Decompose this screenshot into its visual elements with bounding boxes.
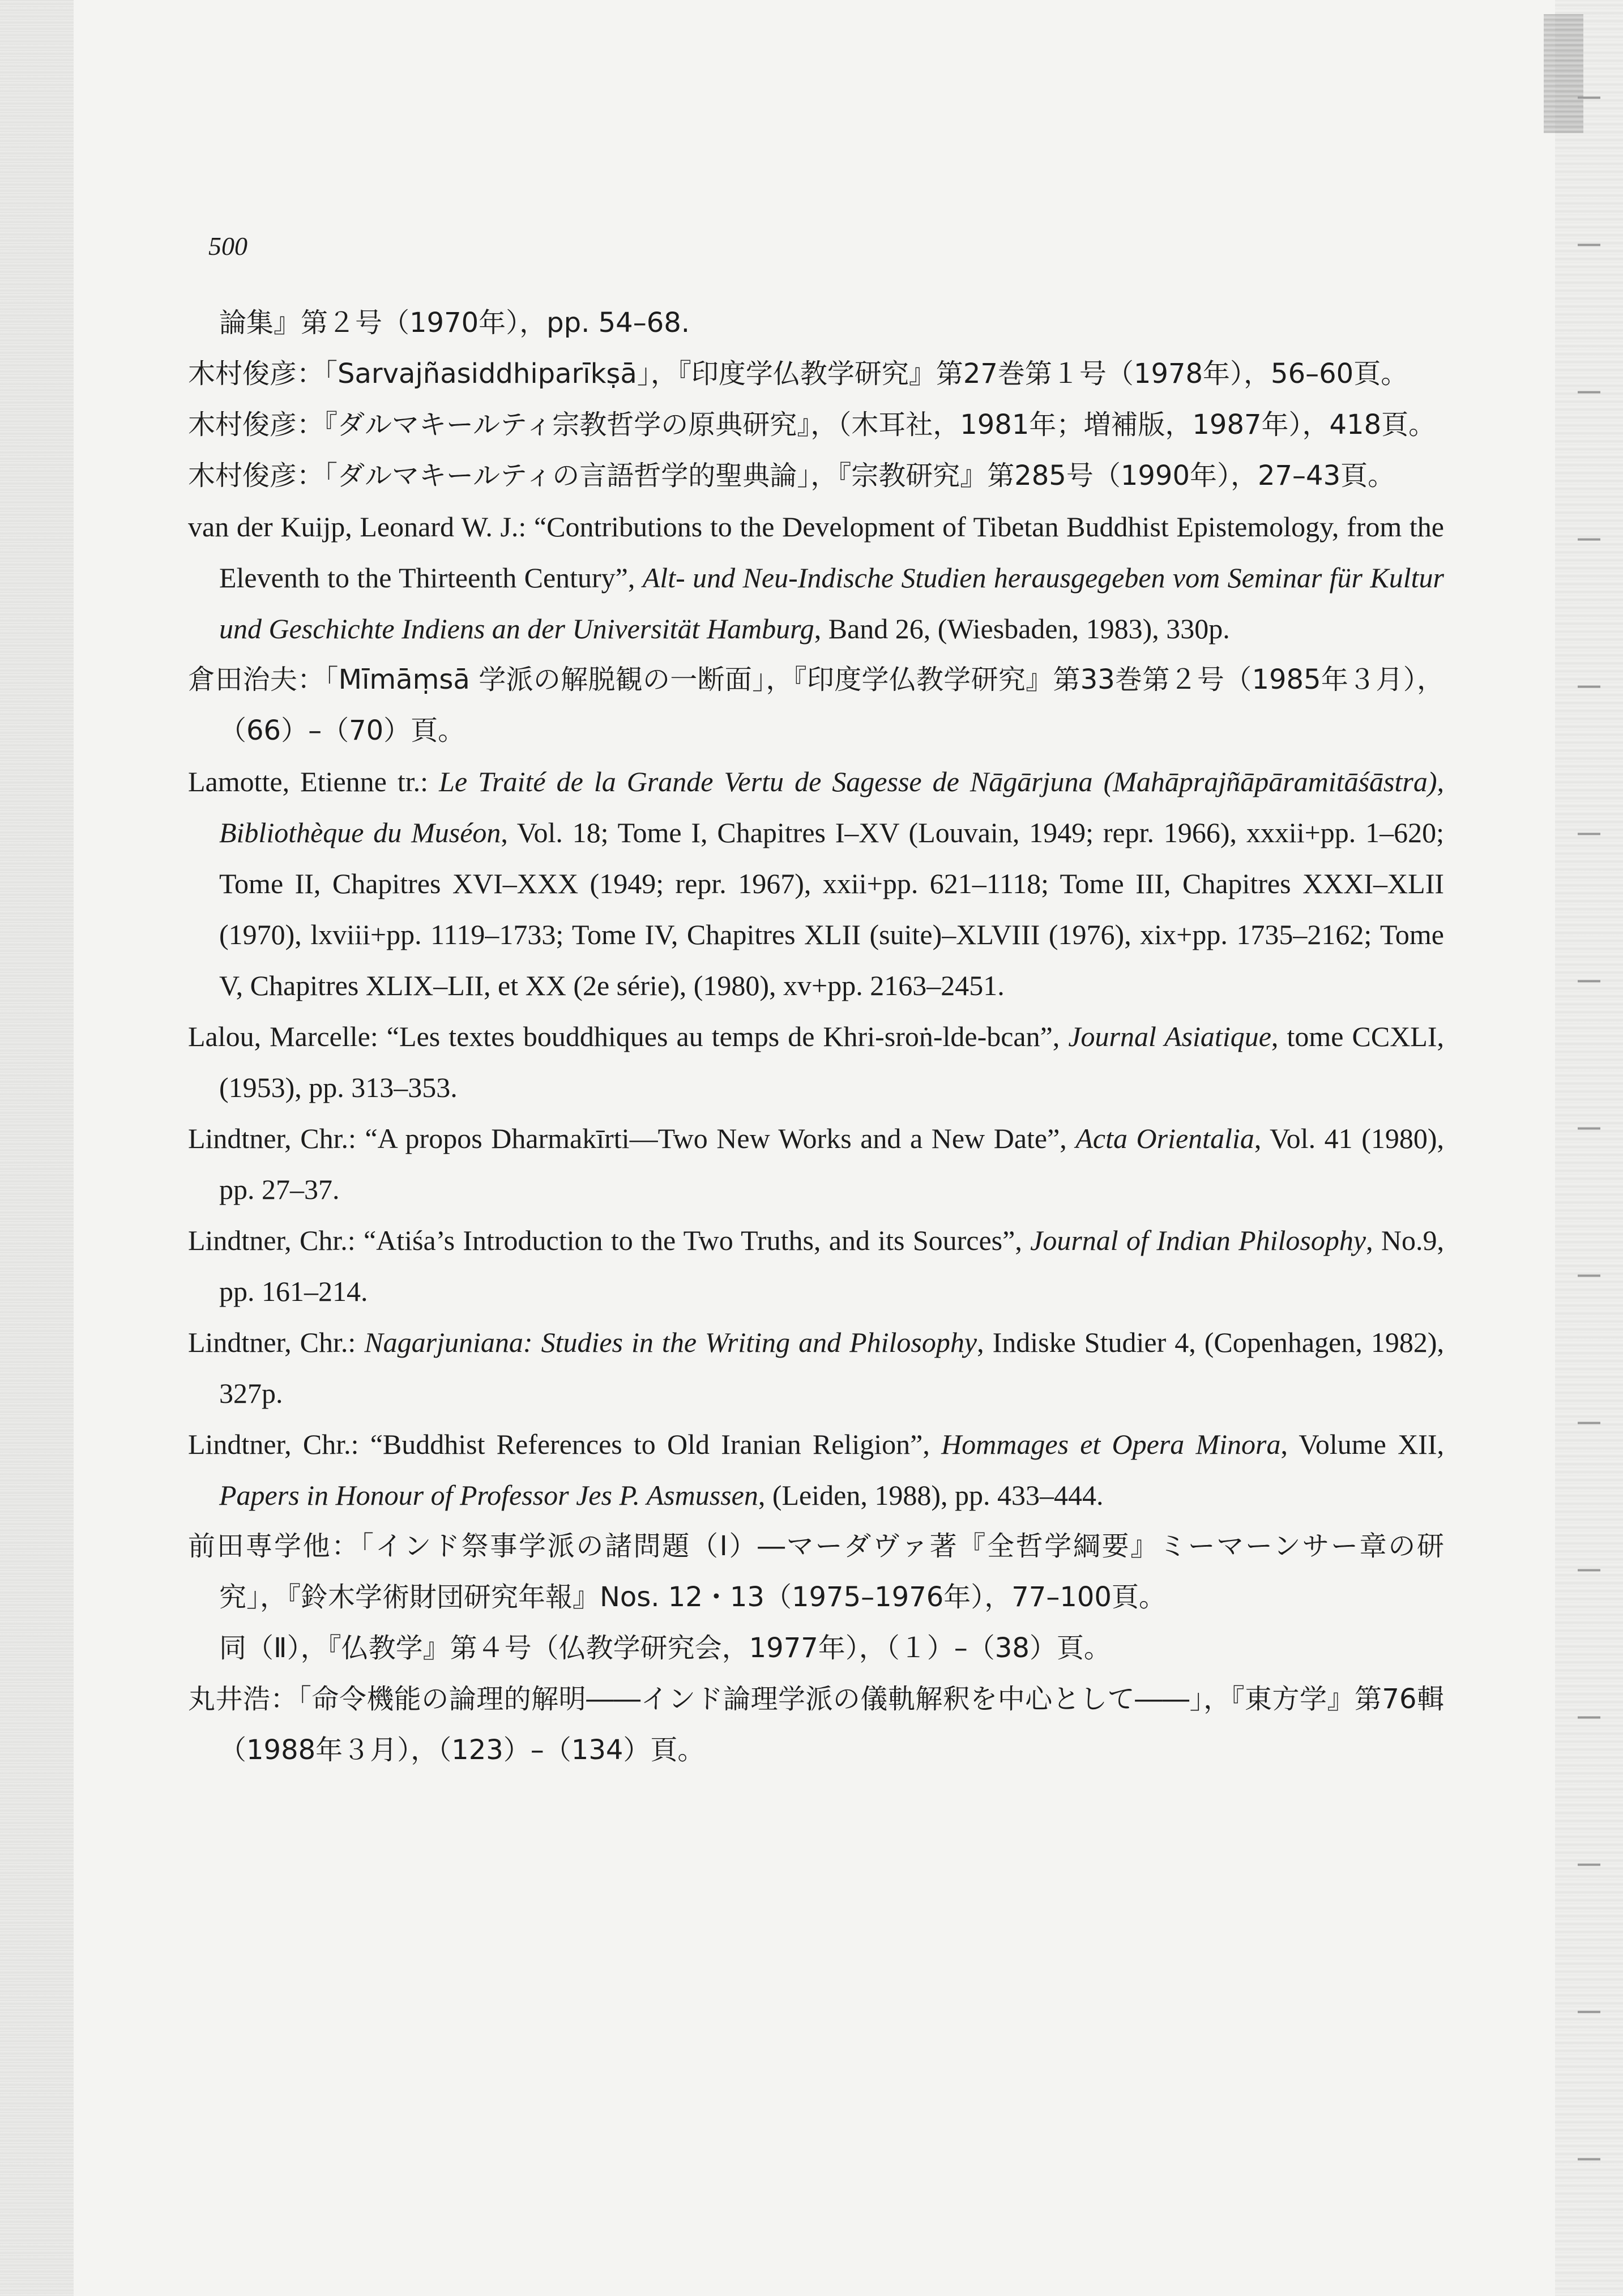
bib-author: Lindtner, Chr.:	[188, 1326, 365, 1358]
bib-entry-continued: 論集』第２号（1970年），pp. 54–68.	[219, 307, 690, 339]
bib-entry	[188, 1011, 1444, 1113]
bib-entry	[188, 1113, 1444, 1215]
bib-entry: 木村俊彦：「Sarvajñasiddhiparīkṣā」，『印度学仏教学研究』第27巻第１号（1978年），56–60頁。	[188, 358, 1408, 390]
bib-author: Lindtner, Chr.:	[188, 1224, 364, 1256]
bib-entry: 前田専学他：「インド祭事学派の諸問題（Ⅰ）―マーダヴァ著『全哲学綱要』ミーマーンサー章の研究」，『鈴木学術財団研究年報』Nos. 12・13（1975–1976年），77–100頁。	[188, 1530, 1444, 1613]
bib-journal-secondary: Papers in Honour of Professor Jes P. Asmussen	[219, 1479, 758, 1511]
bib-journal: Acta Orientalia	[1075, 1123, 1254, 1154]
bibliography	[188, 297, 1444, 1776]
bib-title: “Les textes bouddhiques au temps de Khri-sroṅ-lde-bcan”,	[386, 1021, 1069, 1052]
bib-details: , No.9, pp. 161–214.	[219, 1224, 1445, 1307]
bib-author: Lindtner, Chr.:	[188, 1428, 370, 1460]
bib-journal: Nagarjuniana: Studies in the Writing and Philosophy	[364, 1326, 977, 1358]
bib-entry	[188, 756, 1444, 1011]
bib-author: van der Kuijp, Leonard W. J.:	[188, 511, 534, 543]
bib-journal: Hommages et Opera Minora	[941, 1428, 1281, 1460]
bib-entry: 丸井浩：「命令機能の論理的解明――インド論理学派の儀軌解釈を中心として――」，『東方学』第76輯（1988年３月），（123）–（134）頁。	[188, 1683, 1444, 1766]
scan-corner-mark	[1544, 14, 1583, 133]
bib-details: , Band 26, (Wiesbaden, 1983), 330p.	[814, 613, 1230, 645]
bib-entry: 倉田治夫：「Mīmāṃsā 学派の解脱観の一断面」，『印度学仏教学研究』第33巻第２号（1985年３月），（66）–（70）頁。	[188, 664, 1444, 746]
bib-details: , tome CCXLI, (1953), pp. 313–353.	[219, 1021, 1444, 1103]
scan-edge-ticks	[1578, 0, 1600, 2296]
bib-author: Lamotte, Etienne tr.:	[188, 766, 439, 797]
bib-title: “Buddhist References to Old Iranian Religion”,	[370, 1428, 942, 1460]
bib-details-mid: , Volume XII,	[1280, 1428, 1444, 1460]
bib-entry	[188, 1317, 1444, 1419]
page-number: 500	[208, 232, 247, 261]
bib-journal: Journal of Indian Philosophy	[1030, 1224, 1366, 1256]
bib-author: Lalou, Marcelle:	[188, 1021, 387, 1052]
bib-title: “Atiśa’s Introduction to the Two Truths, and its Sources”,	[363, 1224, 1031, 1256]
bib-details: , (Leiden, 1988), pp. 433–444.	[758, 1479, 1104, 1511]
bib-details: , Indiske Studier 4, (Copenhagen, 1982), 327p.	[219, 1326, 1444, 1409]
scan-edge-left	[0, 0, 74, 2296]
bib-entry	[188, 1419, 1444, 1521]
bib-title: “Contributions to the Development of Tibetan Buddhist Epistemology, from the Eleventh to the Thirteenth Century”,	[219, 511, 1444, 594]
bib-details: , Vol. 18; Tome I, Chapitres I–XV (Louvain, 1949; repr. 1966), xxxii+pp. 1–620; Tome II, Chapitres XVI–XXX (1949; repr. 1967), xxii+pp. 621–1118; Tome III, Chapitres XXXI–XLII (1970), lxviii+pp. 1119–1733; Tome IV, Chapitres XLII (suite)–XLVIII (1976), xix+pp. 1735–2162; Tome V, Chapitres XLIX–LII, et XX (2e série), (1980), xv+pp. 2163–2451.	[219, 817, 1444, 1001]
bib-entry: 木村俊彦：『ダルマキールティ宗教哲学の原典研究』，（木耳社，1981年；増補版，1987年），418頁。	[188, 409, 1436, 441]
bib-entry	[188, 1215, 1444, 1317]
bib-journal: Alt- und Neu-Indische Studien herausgegeben vom Seminar für Kultur und Geschichte Indiens an der Universität Hamburg	[219, 562, 1444, 645]
bib-title: “A propos Dharmakīrti—Two New Works and a New Date”,	[365, 1123, 1076, 1154]
bib-title: Le Traité de la Grande Vertu de Sagesse de Nāgārjuna (Mahāprajñāpāramitāśāstra), Bibliothèque du Muséon	[219, 766, 1444, 848]
bib-entry	[188, 501, 1444, 654]
bib-details: , Vol. 41 (1980), pp. 27–37.	[219, 1123, 1444, 1205]
bib-entry: 木村俊彦：「ダルマキールティの言語哲学的聖典論」，『宗教研究』第285号（1990年），27–43頁。	[188, 460, 1395, 492]
bib-entry-sub: 同（Ⅱ），『仏教学』第４号（仏教学研究会，1977年），（１）–（38）頁。	[219, 1632, 1111, 1664]
bib-author: Lindtner, Chr.:	[188, 1123, 365, 1154]
bib-journal: Journal Asiatique	[1068, 1021, 1271, 1052]
